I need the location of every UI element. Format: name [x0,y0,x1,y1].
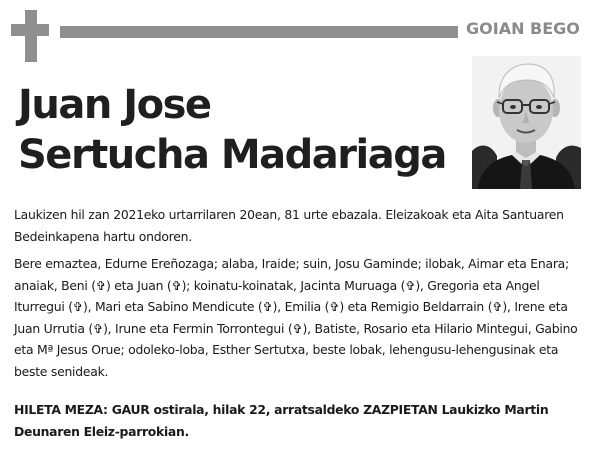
portrait-icon [472,56,581,189]
family-list-paragraph: Bere emaztea, Edurne Ereñozaga; alaba, Iraide; suin, Josu Gaminde; ilobak, Aimar eta Enara; anaiak, Beni (✞) eta Juan (✞); koinatu-koinatak, Jacinta Muruaga (✞), Gregoria eta Angel Iturregui (✞), Mari eta Sabino Mendicute (✞), Emilia (✞) eta Remigio Beldarrain (✞), Irene eta Juan Urrutia (✞), Irune eta Fermin Torrontegui (✞), Batiste, Rosario eta Hilario Mintegui, Gabino eta Mª Jesus Orue; odoleko-loba, Esther Sertutxa, beste lobak, lehengusu-lehengusinak eta beste senideak. [14,256,578,379]
name-line-1: Juan Jose [18,82,211,128]
location-label: GOIAN BEGO [466,19,580,38]
deceased-name [18,80,446,180]
funeral-mass-paragraph: HILETA MEZA: GAUR ostirala, hilak 22, arratsaldeko ZAZPIETAN Laukizko Martin Deunaren Eleiz-parrokian. [14,402,549,439]
portrait-photo [472,56,581,189]
name-line-2: Sertucha Madariaga [18,132,446,178]
cross-icon [11,10,49,62]
death-notice-paragraph: Laukizen hil zan 2021eko urtarrilaren 20ean, 81 urte ebazala. Eleizakoak eta Aita Santuaren Bedeinkapena hartu ondoren. [14,207,564,244]
header-bar [60,26,458,38]
